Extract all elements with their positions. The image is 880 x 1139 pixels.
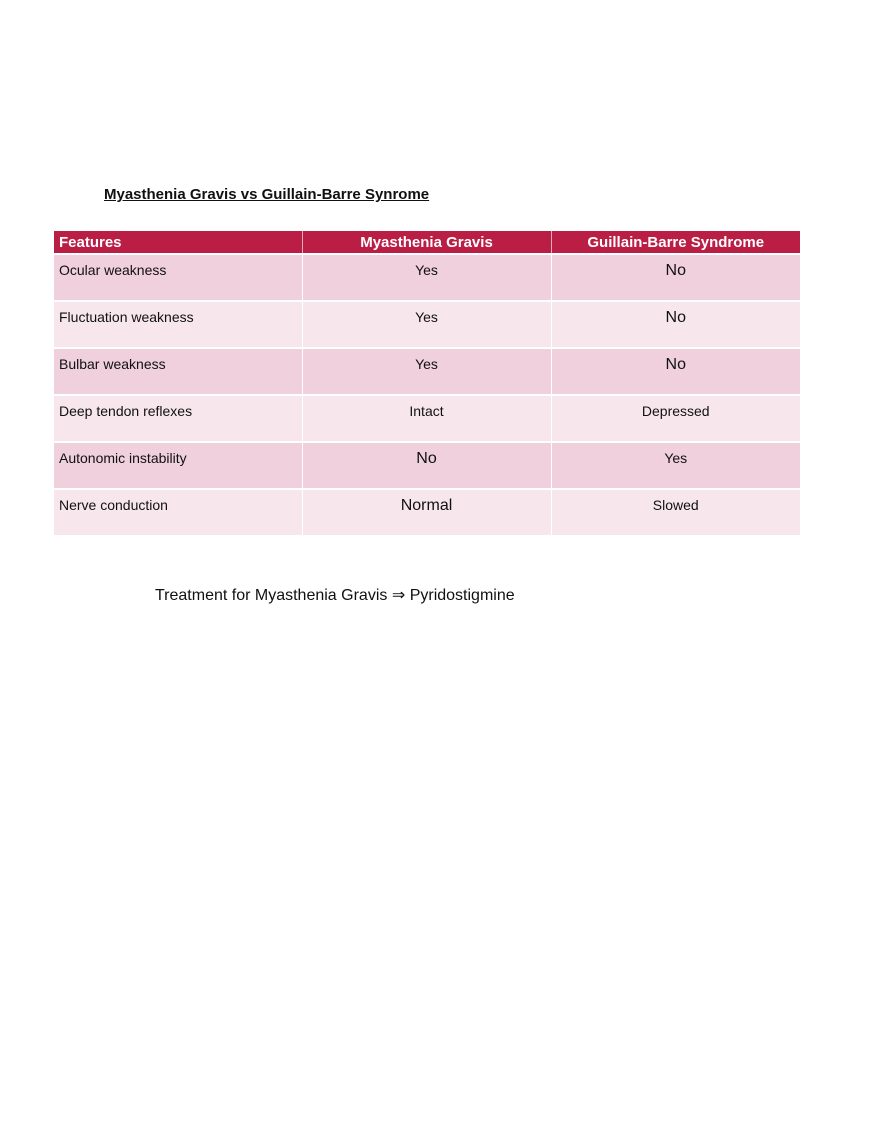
header-guillain-barre: Guillain-Barre Syndrome xyxy=(551,231,800,254)
gbs-cell xyxy=(551,301,800,348)
gbs-cell: Yes xyxy=(551,442,800,489)
gbs-value: No xyxy=(665,309,686,326)
table-row xyxy=(54,395,800,442)
mg-cell xyxy=(302,489,551,536)
treatment-drug: Pyridostigmine xyxy=(409,587,515,604)
mg-cell: Intact xyxy=(302,395,551,442)
header-features: Features xyxy=(54,231,302,254)
document-title: Myasthenia Gravis vs Guillain-Barre Synrome xyxy=(104,186,430,203)
table-row xyxy=(54,254,800,301)
treatment-line xyxy=(155,585,515,605)
gbs-value: No xyxy=(665,356,686,373)
gbs-cell: Slowed xyxy=(551,489,800,536)
feature-cell: Deep tendon reflexes xyxy=(54,395,302,442)
treatment-label: Treatment for Myasthenia Gravis xyxy=(155,587,388,604)
arrow-icon: ⇒ xyxy=(391,587,406,604)
header-myasthenia-gravis: Myasthenia Gravis xyxy=(302,231,551,254)
gbs-cell xyxy=(551,254,800,301)
mg-cell xyxy=(302,442,551,489)
table-row xyxy=(54,489,800,536)
gbs-cell: Depressed xyxy=(551,395,800,442)
gbs-cell xyxy=(551,348,800,395)
mg-value: No xyxy=(416,450,437,467)
table-row xyxy=(54,301,800,348)
table-header-row xyxy=(54,231,800,254)
comparison-table xyxy=(54,231,800,537)
feature-cell: Bulbar weakness xyxy=(54,348,302,395)
feature-cell: Ocular weakness xyxy=(54,254,302,301)
table-row xyxy=(54,442,800,489)
feature-cell: Nerve conduction xyxy=(54,489,302,536)
gbs-value: No xyxy=(665,262,686,279)
mg-cell: Yes xyxy=(302,348,551,395)
mg-cell: Yes xyxy=(302,254,551,301)
mg-value: Normal xyxy=(400,497,453,514)
table-row xyxy=(54,348,800,395)
feature-cell: Fluctuation weakness xyxy=(54,301,302,348)
feature-cell: Autonomic instability xyxy=(54,442,302,489)
mg-cell: Yes xyxy=(302,301,551,348)
